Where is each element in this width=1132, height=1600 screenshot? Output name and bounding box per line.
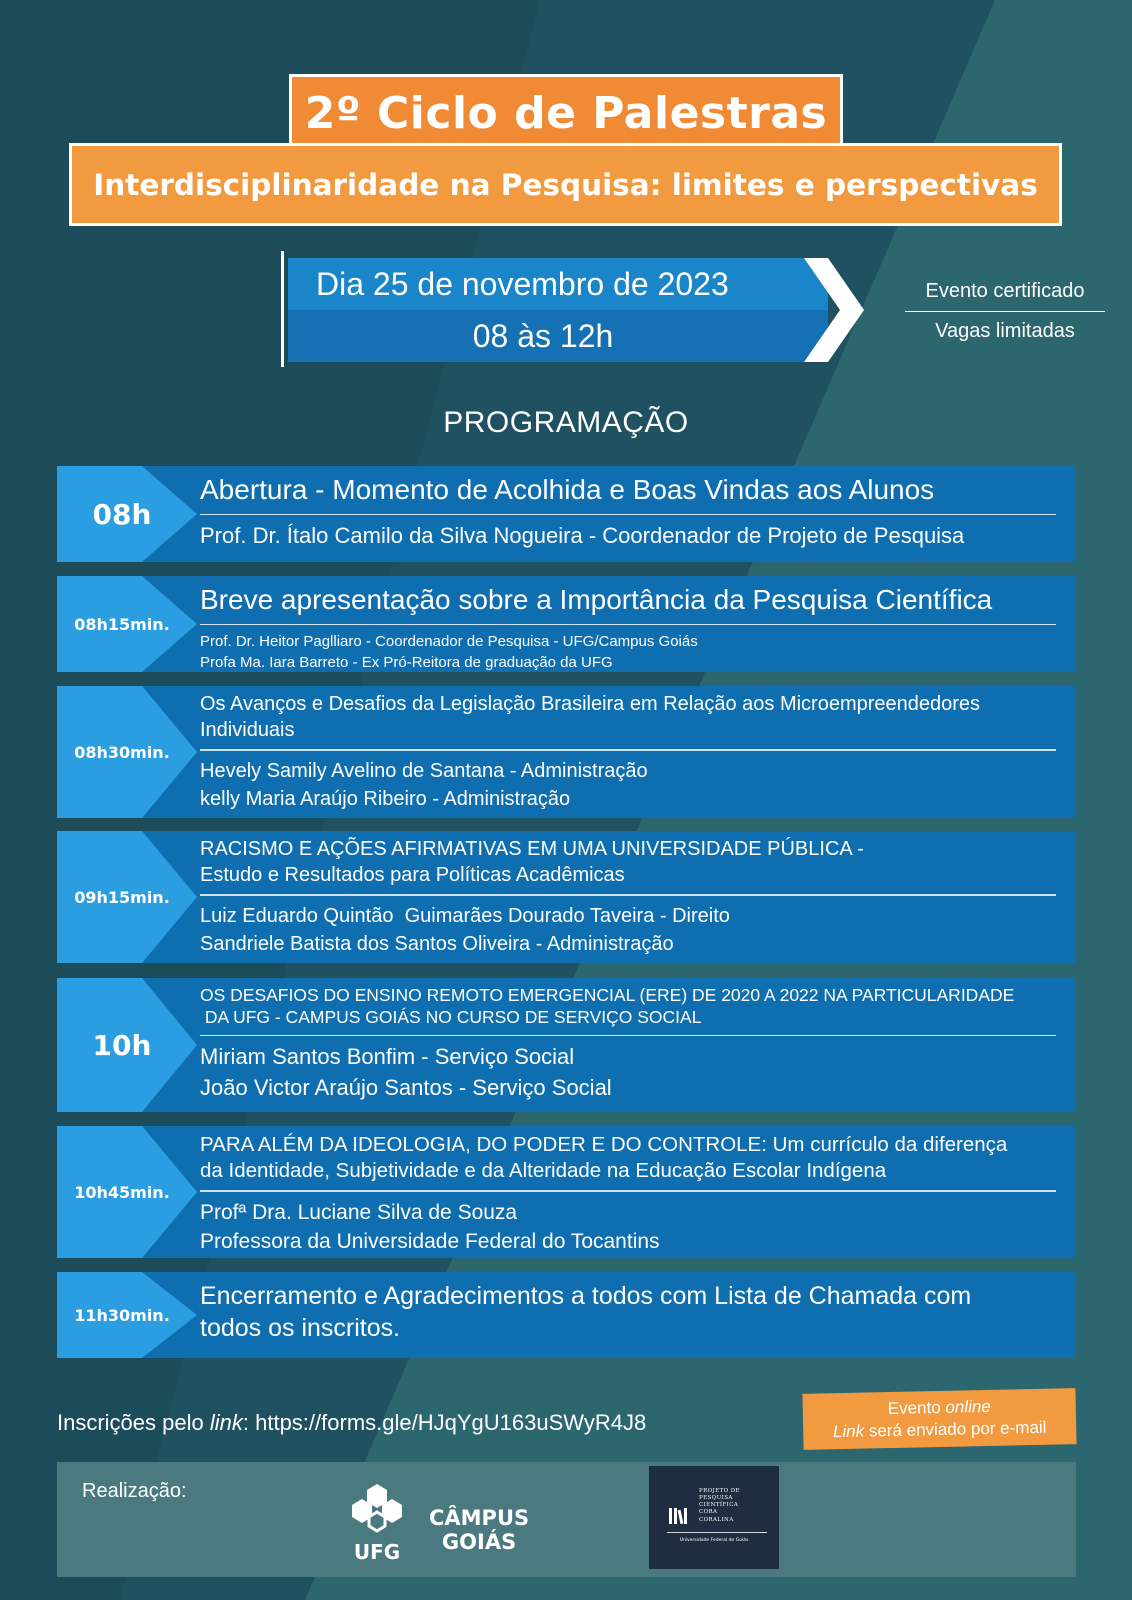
schedule-time: 10h45min. <box>74 1182 170 1202</box>
schedule-divider <box>200 1035 1056 1037</box>
schedule-speaker: kelly Maria Araújo Ribeiro - Administração <box>200 787 571 810</box>
schedule-time: 08h15min. <box>74 614 170 634</box>
limited-note: Vagas limitadas <box>935 320 1075 342</box>
schedule-speaker: Professora da Universidade Federal do Tocantins <box>200 1230 660 1254</box>
schedule-row <box>57 1272 1076 1358</box>
schedule-title: Estudo e Resultados para Políticas Acadêmicas <box>200 863 625 886</box>
schedule-row <box>57 466 1076 562</box>
schedule-row <box>57 1126 1076 1258</box>
schedule-speaker: Prof. Dr. Heitor Paglliaro - Coordenador de Pesquisa - UFG/Campus Goiás <box>200 633 698 651</box>
schedule-title: Abertura - Momento de Acolhida e Boas Vindas aos Alunos <box>200 474 935 505</box>
event-notes <box>905 280 1105 343</box>
schedule-time: 09h15min. <box>74 887 170 907</box>
schedule-title: PARA ALÉM DA IDEOLOGIA, DO PODER E DO CONTROLE: Um currículo da diferença <box>200 1133 1008 1156</box>
schedule-speaker: Hevely Samily Avelino de Santana - Administração <box>200 759 648 782</box>
event-subtitle: Interdisciplinaridade na Pesquisa: limites e perspectivas <box>69 143 1062 226</box>
schedule-divider <box>200 624 1056 626</box>
ufg-hexagon-icon <box>349 1482 405 1534</box>
schedule-divider <box>200 1190 1056 1192</box>
program-title: PROGRAMAÇÃO <box>443 406 689 439</box>
schedule-time: 08h <box>92 497 152 531</box>
schedule-title: Breve apresentação sobre a Importância da Pesquisa Científica <box>200 584 993 615</box>
date-divider <box>281 251 284 367</box>
schedule-title: DA UFG - CAMPUS GOIÁS NO CURSO DE SERVIÇO SOCIAL <box>200 1007 702 1028</box>
schedule-row <box>57 978 1076 1112</box>
ufg-logo: UFG <box>347 1482 407 1564</box>
registration-url[interactable]: https://forms.gle/HJqYgU163uSWyR4J8 <box>255 1410 647 1435</box>
schedule-title: OS DESAFIOS DO ENSINO REMOTO EMERGENCIAL (ERE) DE 2020 A 2022 NA PARTICULARIDADE <box>200 985 1015 1005</box>
schedule-row <box>57 686 1076 818</box>
campus-goias-logo: CÂMPUS GOIÁS <box>429 1506 530 1555</box>
schedule-row <box>57 831 1076 963</box>
event-date: Dia 25 de novembro de 2023 <box>288 258 828 310</box>
schedule-speaker: Luiz Eduardo Quintão Guimarães Dourado Taveira - Direito <box>200 904 730 927</box>
footer-organizers <box>57 1462 1076 1577</box>
certified-note: Evento certificado <box>905 280 1105 312</box>
schedule-title: da Identidade, Subjetividade e da Alteridade na Educação Escolar Indígena <box>200 1159 887 1183</box>
schedule-speaker: João Victor Araújo Santos - Serviço Social <box>200 1075 612 1101</box>
schedule-divider <box>200 514 1056 516</box>
schedule-title: Os Avanços e Desafios da Legislação Brasileira em Relação aos Microempreendedores <box>200 693 981 715</box>
event-hours: 08 às 12h <box>288 310 828 362</box>
schedule-title: RACISMO E AÇÕES AFIRMATIVAS EM UMA UNIVERSIDADE PÚBLICA - <box>200 838 864 860</box>
organizers-label: Realização: <box>82 1480 187 1502</box>
schedule-title: Encerramento e Agradecimentos a todos com Lista de Chamada com <box>200 1282 972 1310</box>
schedule-time: 11h30min. <box>74 1305 170 1325</box>
registration-line: Inscrições pelo link: https://forms.gle/HJqYgU163uSWyR4J8 <box>57 1410 647 1435</box>
schedule-speaker: Profa Ma. Iara Barreto - Ex Pró-Reitora de graduação da UFG <box>200 654 613 672</box>
schedule-divider <box>200 894 1056 896</box>
schedule-time: 10h <box>92 1028 152 1062</box>
schedule-speaker: Miriam Santos Bonfim - Serviço Social <box>200 1044 575 1070</box>
event-title: 2º Ciclo de Palestras <box>289 74 843 152</box>
schedule-time: 08h30min. <box>74 742 170 762</box>
schedule-speaker: Profª Dra. Luciane Silva de Souza <box>200 1200 518 1224</box>
online-badge: Evento online Link será enviado por e-mail <box>802 1388 1076 1450</box>
books-icon <box>669 1508 693 1524</box>
schedule-title: todos os inscritos. <box>200 1314 401 1342</box>
cora-coralina-logo: PROJETO DE PESQUISA CIENTÍFICA CORA CORALINA Universidade Federal de Goiás <box>649 1466 779 1569</box>
schedule-speaker: Sandriele Batista dos Santos Oliveira - Administração <box>200 932 674 955</box>
schedule-divider <box>200 749 1056 751</box>
schedule-row <box>57 576 1076 672</box>
chevron-right-icon <box>804 258 864 362</box>
schedule-title: Individuais <box>200 718 295 741</box>
schedule-speaker: Prof. Dr. Ítalo Camilo da Silva Nogueira - Coordenador de Projeto de Pesquisa <box>200 523 965 549</box>
